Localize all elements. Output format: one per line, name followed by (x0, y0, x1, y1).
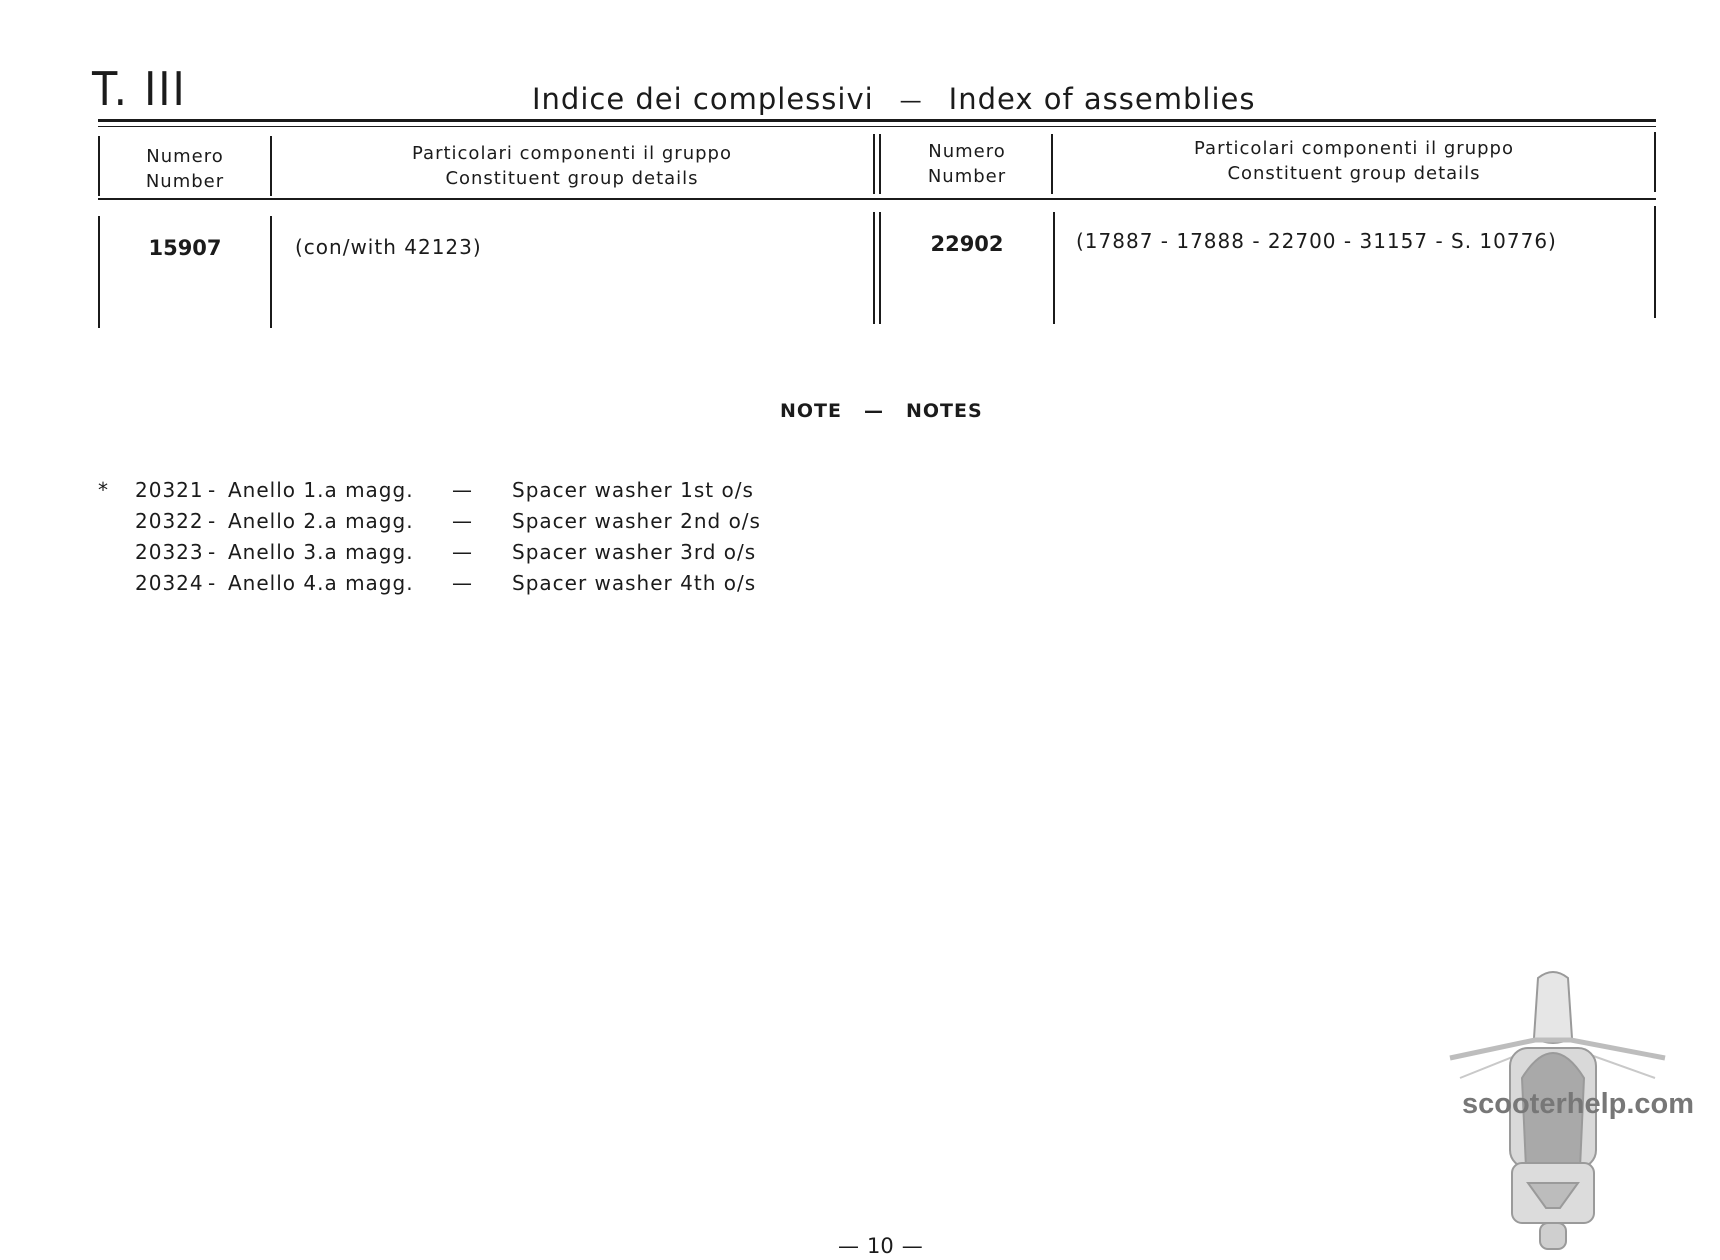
table-border-left (98, 216, 100, 328)
notes-heading-it: NOTE (780, 400, 842, 422)
header-details-en: Constituent group details (445, 168, 699, 189)
note-english: Spacer washer 2nd o/s (512, 509, 761, 533)
table-divider (1053, 212, 1055, 324)
note-italian: Anello 3.a magg. (228, 540, 414, 564)
title-italian: Indice dei complessivi (532, 82, 874, 116)
note-italian: Anello 1.a magg. (228, 478, 414, 502)
note-sep: - (208, 571, 217, 595)
note-code: 20322 (135, 509, 204, 533)
notes-heading (780, 400, 983, 422)
note-code: 20323 (135, 540, 204, 564)
table-center-divider (873, 212, 875, 324)
table-top-rule-thin (98, 126, 1656, 127)
header-details-en: Constituent group details (1227, 163, 1481, 184)
cell-details-right: (17887 - 17888 - 22700 - 31157 - S. 10776) (1076, 229, 1557, 253)
cell-number-left: 15907 (148, 236, 222, 260)
header-number-left (100, 144, 270, 194)
table-divider (270, 216, 272, 328)
page-dash-right: — (901, 1234, 923, 1258)
table-header-rule (98, 198, 1656, 200)
page-number-value: 10 (867, 1234, 894, 1258)
header-number-it: Numero (146, 146, 224, 167)
note-dash: — (452, 571, 473, 595)
cell-details-left: (con/with 42123) (295, 235, 482, 259)
watermark-text: scooterhelp.com (1462, 1088, 1695, 1120)
note-italian: Anello 2.a magg. (228, 509, 414, 533)
note-marker: * (98, 478, 109, 502)
note-italian: Anello 4.a magg. (228, 571, 414, 595)
note-code: 20324 (135, 571, 204, 595)
page-dash-left: — (838, 1234, 859, 1258)
notes-heading-en: NOTES (906, 400, 983, 422)
header-number-it: Numero (928, 141, 1006, 162)
table-border-right (1654, 206, 1656, 318)
note-sep: - (208, 540, 217, 564)
header-details-right (1054, 136, 1654, 186)
title-english: Index of assemblies (948, 82, 1256, 116)
header-details-it: Particolari componenti il gruppo (1194, 138, 1514, 159)
cell-number-right: 22902 (930, 232, 1004, 256)
table-center-divider (879, 134, 881, 194)
header-number-en: Number (145, 171, 225, 192)
note-english: Spacer washer 4th o/s (512, 571, 757, 595)
table-top-rule (98, 119, 1656, 122)
note-dash: — (452, 540, 473, 564)
note-code: 20321 (135, 478, 204, 502)
page-number (838, 1234, 923, 1258)
note-english: Spacer washer 3rd o/s (512, 540, 757, 564)
table-center-divider (879, 212, 881, 324)
note-sep: - (208, 478, 217, 502)
table-center-divider (873, 134, 875, 194)
note-english: Spacer washer 1st o/s (512, 478, 754, 502)
header-details-left (272, 141, 872, 191)
header-number-right (882, 139, 1052, 189)
table-tag: T. III (92, 62, 187, 116)
note-dash: — (452, 478, 473, 502)
header-details-it: Particolari componenti il gruppo (412, 143, 732, 164)
table-border-right (1654, 132, 1656, 192)
title-separator: — (899, 88, 923, 114)
notes-heading-sep: — (864, 400, 884, 422)
note-sep: - (208, 509, 217, 533)
note-dash: — (452, 509, 473, 533)
page-title (532, 82, 1255, 116)
header-number-en: Number (927, 166, 1007, 187)
